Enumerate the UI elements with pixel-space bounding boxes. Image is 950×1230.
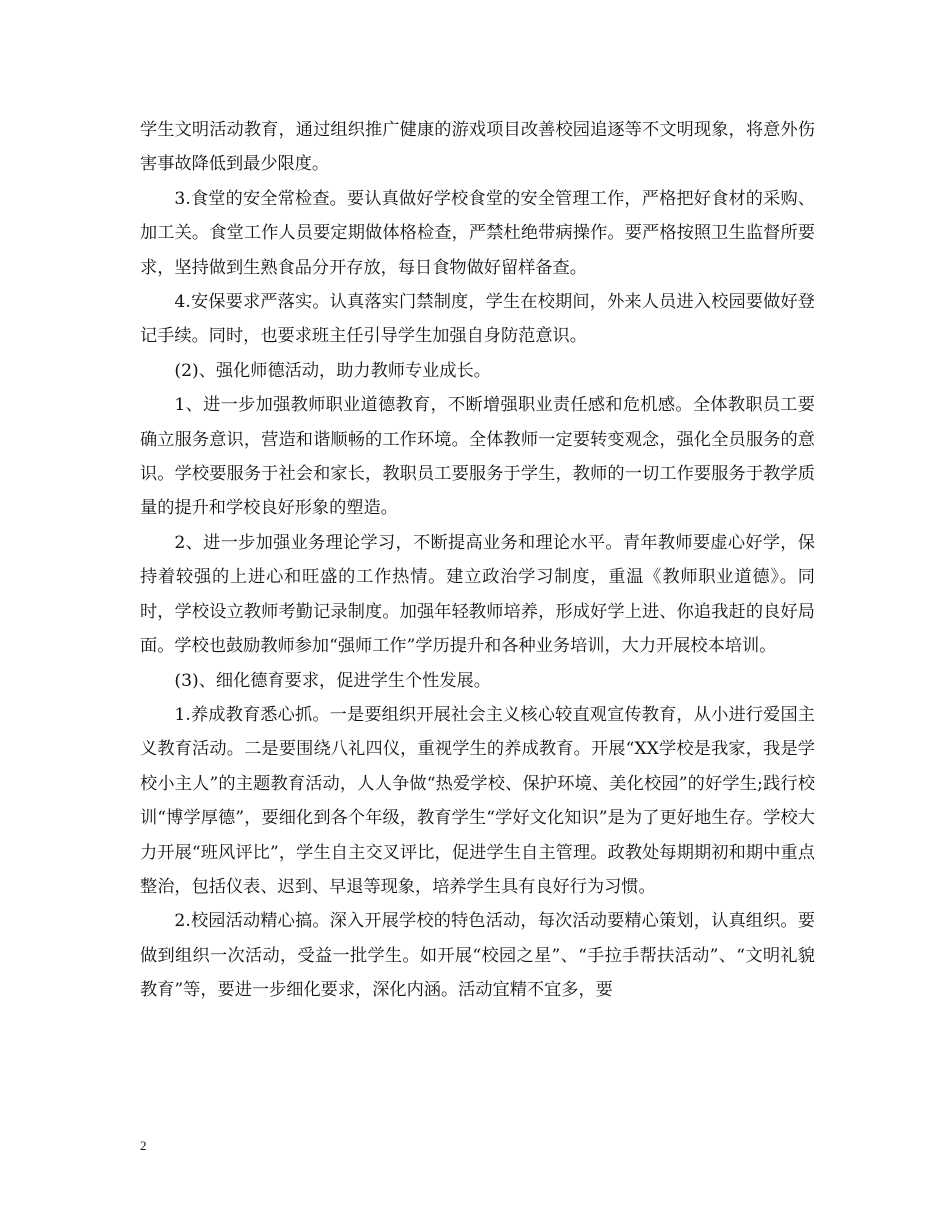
paragraph-canteen-safety: 3.食堂的安全常检查。要认真做好学校食堂的安全管理工作，严格把好食材的采购、加工关。食堂工作人员要定期做体格检查，严禁杜绝带病操作。要严格按照卫生监督所要求，坚持做到生熟食品分开存放，每日食物做好留样备查。 bbox=[140, 188, 815, 278]
document-body bbox=[140, 113, 815, 1008]
section-heading-teacher-ethics: (2)、强化师德活动，助力教师专业成长。 bbox=[174, 360, 491, 381]
paragraph-professional-study: 2、进一步加强业务理论学习，不断提高业务和理论水平。青年教师要虚心好学，保持着较强的上进心和旺盛的工作热情。建立政治学习制度，重温《教师职业道德》。同时，学校设立教师考勤记录制度。加强年轻教师培养，形成好学上进、你追我赶的良好局面。学校也鼓励教师参加“强师工作”学历提升和各种业务培训，大力开展校本培训。 bbox=[140, 532, 815, 657]
paragraph-habit-education: 1.养成教育悉心抓。一是要组织开展社会主义核心较直观宣传教育，从小进行爱国主义教育活动。二是要围绕八礼四仪，重视学生的养成教育。开展“XX学校是我家，我是学校小主人”的主题教育活动，人人争做“热爱学校、保护环境、美化校园”的好学生;践行校训“博学厚德”，要细化到各个年级，教育学生“学好文化知识”是为了更好地生存。学校大力开展“班风评比”，学生自主交叉评比，促进学生自主管理。政教处每期期初和期中重点整治，包括仪表、迟到、早退等现象，培养学生具有良好行为习惯。 bbox=[140, 704, 815, 897]
paragraph-continuation: 学生文明活动教育，通过组织推广健康的游戏项目改善校园追逐等不文明现象，将意外伤害事故降低到最少限度。 bbox=[140, 120, 815, 175]
paragraph-ethics-education: 1、进一步加强教师职业道德教育，不断增强职业责任感和危机感。全体教职员工要确立服务意识，营造和谐顺畅的工作环境。全体教师一定要转变观念，强化全员服务的意识。学校要服务于社会和家长，教职员工要服务于学生，教师的一切工作要服务于教学质量的提升和学校良好形象的塑造。 bbox=[140, 395, 815, 519]
page-number: 2 bbox=[140, 1138, 147, 1153]
section-heading-moral-education: (3)、细化德育要求，促进学生个性发展。 bbox=[174, 670, 491, 691]
paragraph-security: 4.安保要求严落实。认真落实门禁制度，学生在校期间，外来人员进入校园要做好登记手续。同时，也要求班主任引导学生加强自身防范意识。 bbox=[140, 292, 815, 347]
paragraph-campus-activities: 2.校园活动精心搞。深入开展学校的特色活动，每次活动要精心策划，认真组织。要做到组织一次活动，受益一批学生。如开展“校园之星”、“手拉手帮扶活动”、“文明礼貌教育”等，要进一步细化要求，深化内涵。活动宜精不宜多，要 bbox=[140, 911, 815, 1001]
